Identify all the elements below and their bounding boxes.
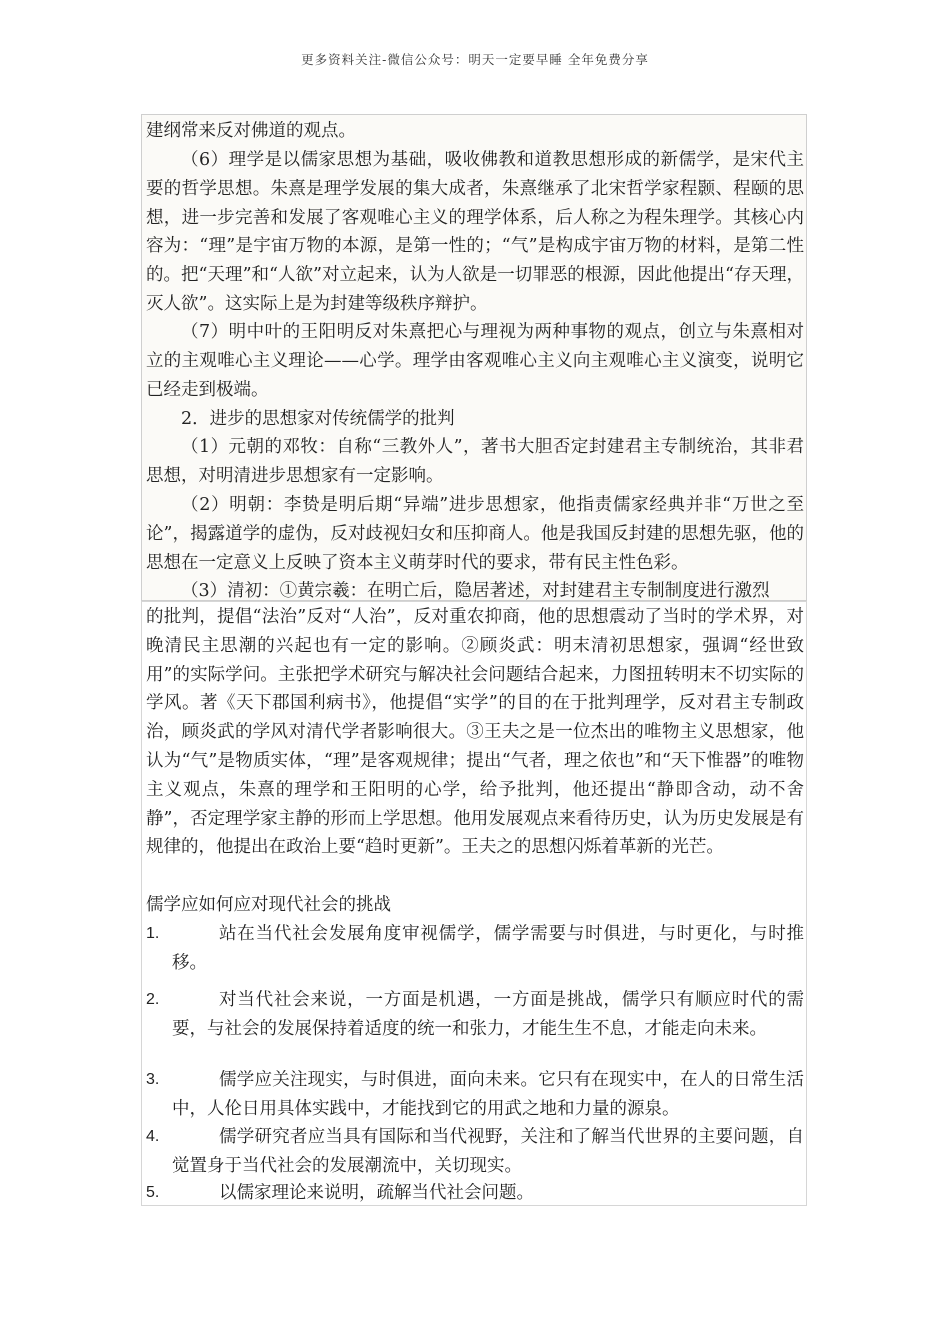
- list-item-number: 4.: [146, 1128, 160, 1145]
- paragraph-continuation: 建纲常来反对佛道的观点。: [146, 121, 356, 141]
- list-item-number: 1.: [146, 925, 160, 942]
- paragraph-qing-chu: （3）清初：①黄宗羲：在明亡后，隐居著述，对封建君主专制制度进行激烈: [181, 581, 770, 601]
- paragraph-deng-mu: （1）元朝的邓牧：自称“三教外人”，著书大胆否定封建君主专制统治，其非君思想，对明清进步思想家有一定影响。: [146, 437, 804, 486]
- list-item-number: 5.: [146, 1184, 160, 1201]
- paragraph-li-zhi: （2）明朝：李贽是明后期“异端”进步思想家，他指责儒家经典并非“万世之至论”，揭露道学的虚伪，反对歧视妇女和压抑商人。他是我国反封建的思想先驱，他的思想在一定意义上反映了资本主义萌芽时代的要求，带有民主性色彩。: [146, 495, 804, 573]
- text-box-lower: [141, 601, 807, 1206]
- paragraph-huang-gu-wang: 的批判，提倡“法治”反对“人治”，反对重农抑商，他的思想震动了当时的学术界，对晚清民主思潮的兴起也有一定的影响。②顾炎武：明末清初思想家，强调“经世致用”的实际学问。主张把学术研究与解决社会问题结合起来，力图扭转明末不切实际的学风。著《天下郡国利病书》，他提倡“实学”的目的在于批判理学，反对君主专制政治，顾炎武的学风对清代学者影响很大。③王夫之是一位杰出的唯物主义思想家，他认为“气”是物质实体，“理”是客观规律；提出“气者，理之依也”和“天下惟器”的唯物主义观点，朱熹的理学和王阳明的心学，给予批判，他还提出“静即含动，动不舍静”，否定理学家主静的形而上学思想。他用发展观点来看待历史，认为历史发展是有规律的，他提出在政治上要“趋时更新”。王夫之的思想闪烁着革新的光芒。: [146, 607, 804, 858]
- list-item-number: 3.: [146, 1071, 160, 1088]
- list-item-text: 对当代社会来说，一方面是机遇，一方面是挑战，儒学只有顺应时代的需要，与社会的发展保持着适度的统一和张力，才能生生不息，才能走向未来。: [172, 990, 804, 1039]
- text-box-upper: [141, 114, 807, 601]
- list-item-number: 2.: [146, 991, 160, 1008]
- list-item-text: 儒学研究者应当具有国际和当代视野，关注和了解当代世界的主要问题，自觉置身于当代社会的发展潮流中，关切现实。: [172, 1127, 804, 1176]
- section-heading-modern-challenge: 儒学应如何应对现代社会的挑战: [146, 895, 391, 915]
- paragraph-xinxue: （7）明中叶的王阳明反对朱熹把心与理视为两种事物的观点，创立与朱熹相对立的主观唯心主义理论——心学。理学由客观唯心主义向主观唯心主义演变，说明它已经走到极端。: [146, 322, 804, 400]
- list-item-text: 站在当代社会发展角度审视儒学，儒学需要与时俱进，与时更化，与时推移。: [172, 924, 804, 973]
- page-header: 更多资料关注-微信公众号：明天一定要早睡 全年免费分享: [301, 52, 649, 67]
- section-heading-progressive-thinkers: 2．进步的思想家对传统儒学的批判: [181, 409, 455, 429]
- list-item-text: 儒学应关注现实，与时俱进，面向未来。它只有在现实中，在人的日常生活中，人伦日用具体实践中，才能找到它的用武之地和力量的源泉。: [172, 1070, 804, 1119]
- paragraph-lixue: （6）理学是以儒家思想为基础，吸收佛教和道教思想形成的新儒学，是宋代主要的哲学思想。朱熹是理学发展的集大成者，朱熹继承了北宋哲学家程颢、程颐的思想，进一步完善和发展了客观唯心主义的理学体系，后人称之为程朱理学。其核心内容为：“理”是宇宙万物的本源，是第一性的；“气”是构成宇宙万物的材料，是第二性的。把“天理”和“人欲”对立起来，认为人欲是一切罪恶的根源，因此他提出“存天理，灭人欲”。这实际上是为封建等级秩序辩护。: [146, 150, 804, 314]
- list-item-text: 以儒家理论来说明，疏解当代社会问题。: [219, 1183, 534, 1203]
